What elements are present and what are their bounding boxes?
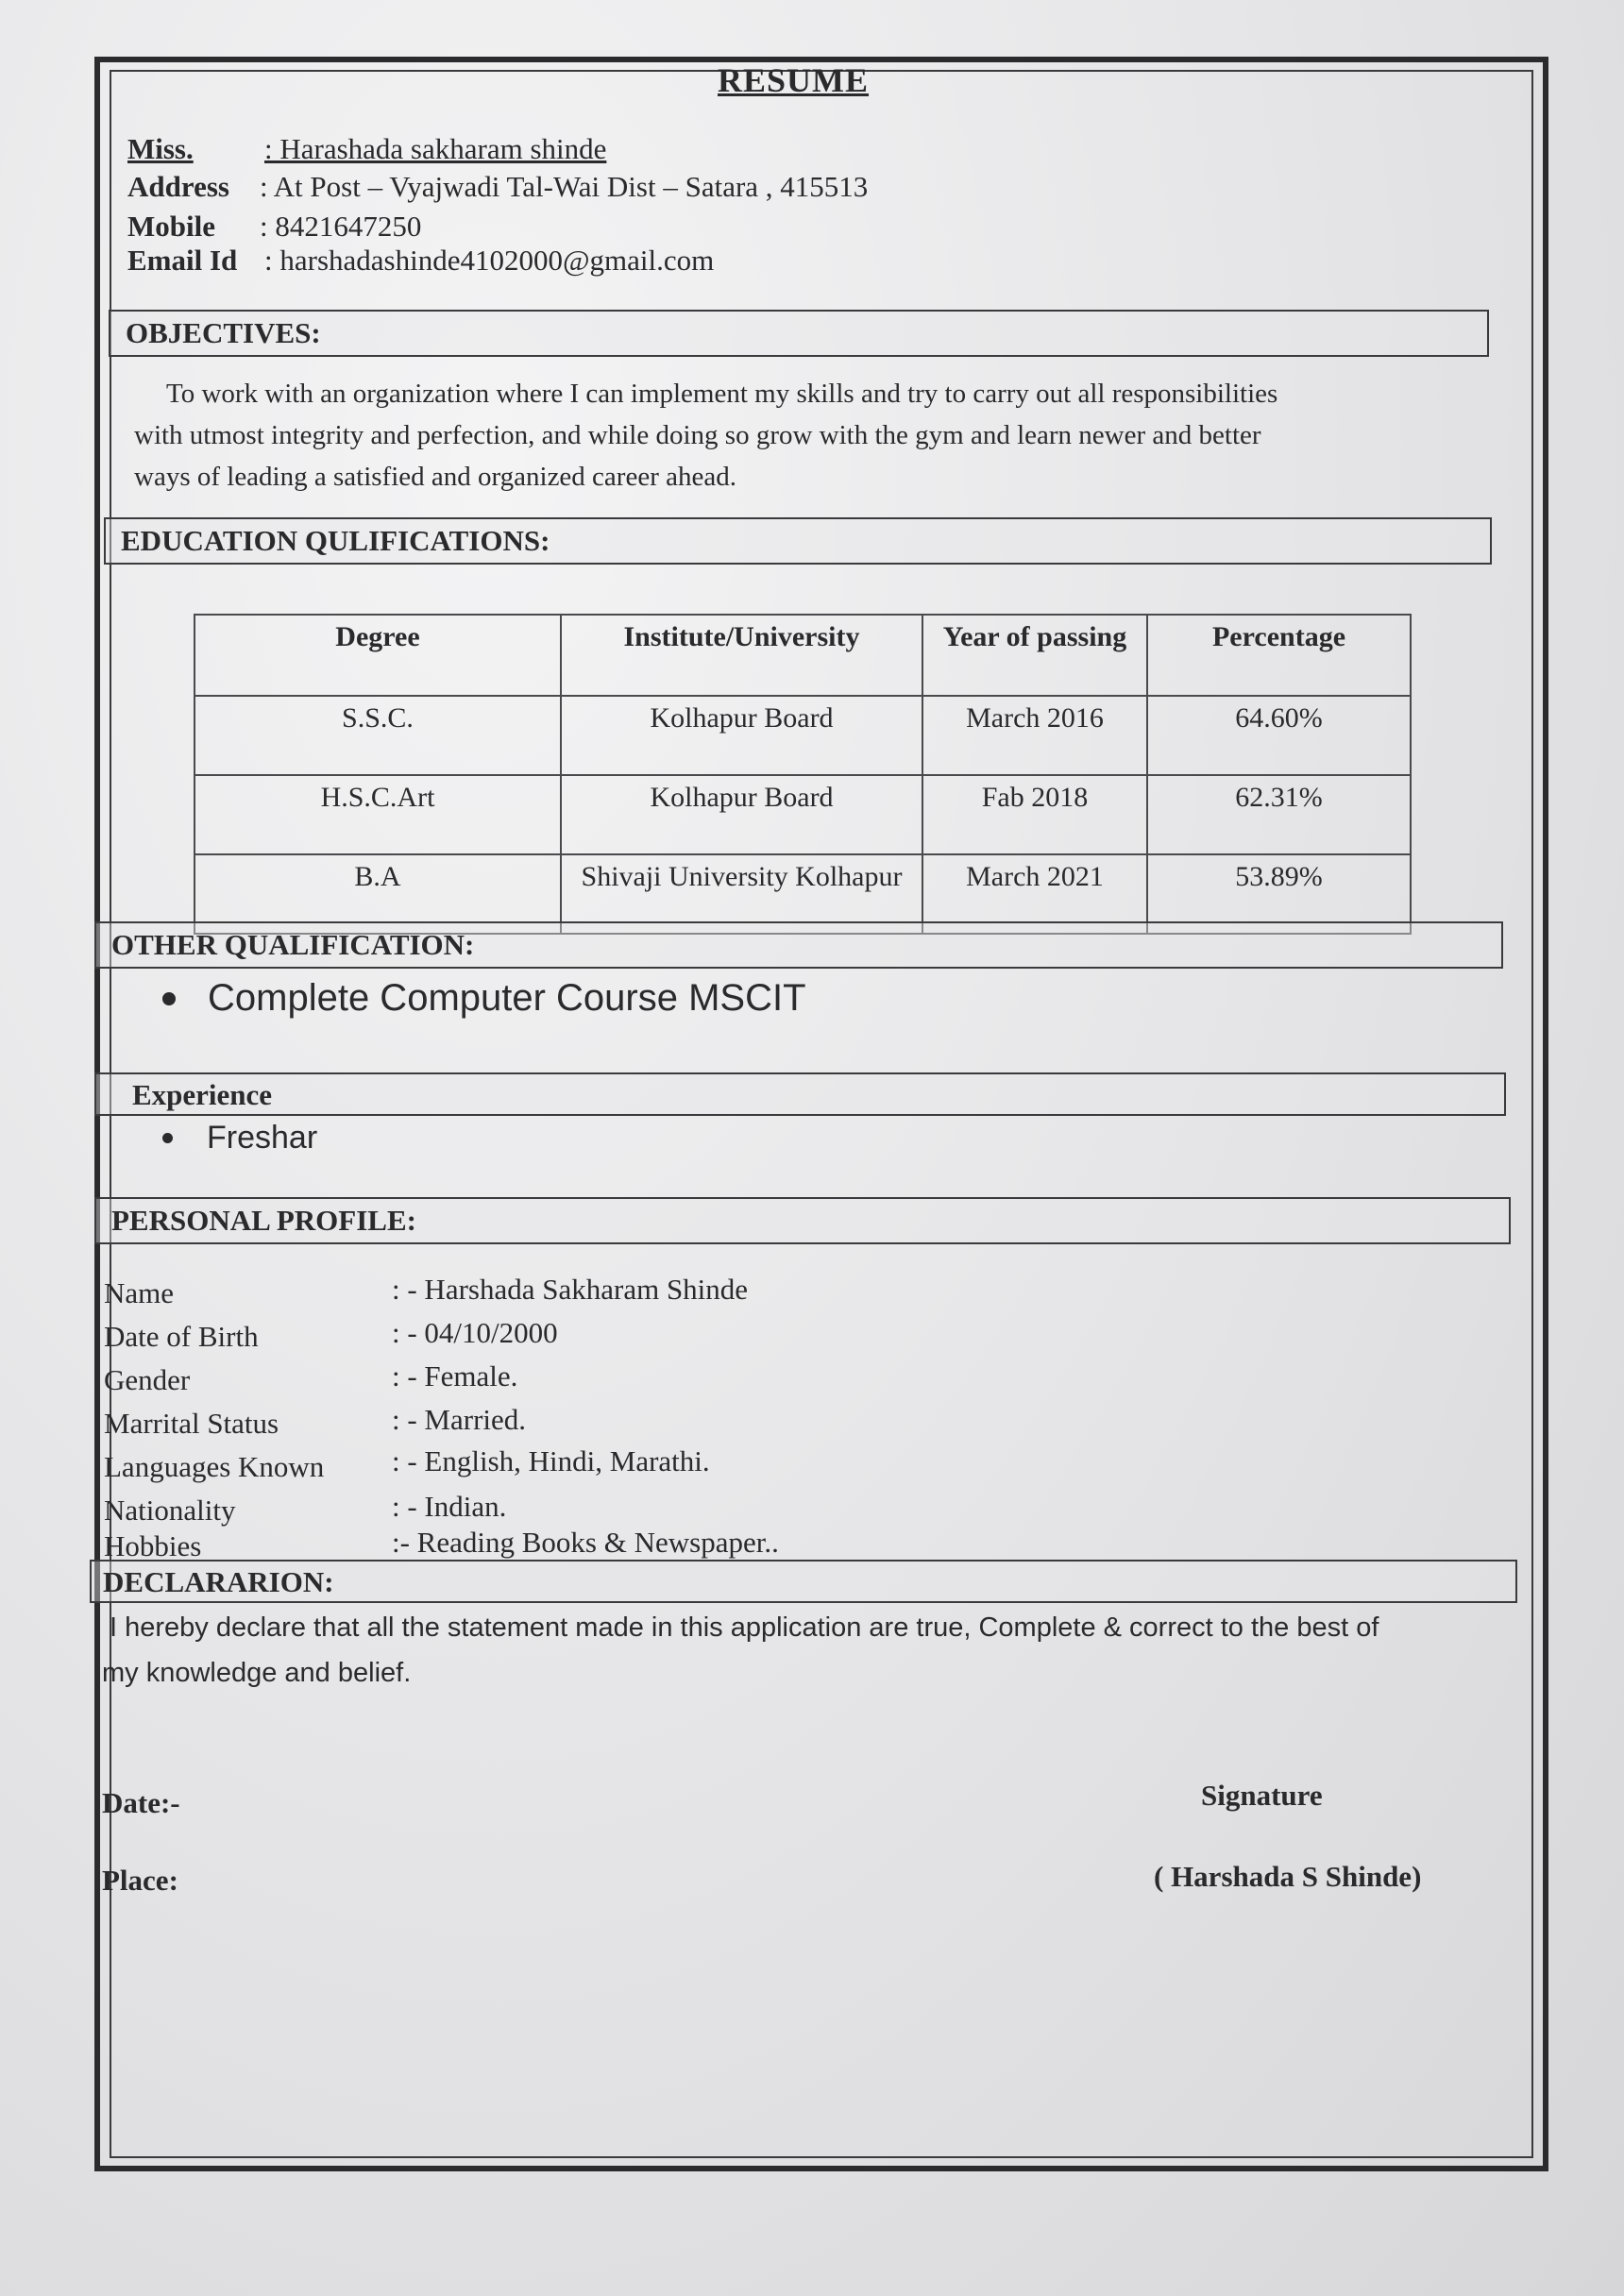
signature-label: Signature — [1201, 1779, 1323, 1812]
cell-institute: Kolhapur Board — [561, 775, 922, 854]
place-label: Place: — [102, 1864, 178, 1897]
profile-value-dob: : - 04/10/2000 — [392, 1316, 558, 1349]
email-row — [127, 244, 714, 278]
table-row — [195, 696, 1411, 775]
profile-value-hobbies: :- Reading Books & Newspaper.. — [392, 1526, 779, 1559]
bullet-icon — [162, 1133, 173, 1143]
cell-year: March 2021 — [922, 854, 1147, 934]
cell-year: March 2016 — [922, 696, 1147, 775]
date-label: Date:- — [102, 1786, 180, 1819]
declaration-line-1: I hereby declare that all the statement made in this application are true, Complete & correct to the best of — [110, 1612, 1379, 1643]
experience-item: Freshar — [207, 1120, 318, 1156]
cell-percentage: 53.89% — [1147, 854, 1411, 934]
personal-profile-heading: PERSONAL PROFILE: — [94, 1197, 1511, 1244]
cell-institute: Kolhapur Board — [561, 696, 922, 775]
declaration-heading: DECLARARION: — [90, 1560, 1517, 1603]
profile-value-marital-status: : - Married. — [392, 1403, 527, 1436]
email-label: Email Id — [127, 244, 238, 277]
declaration-text — [102, 1605, 1518, 1696]
objectives-heading: OBJECTIVES: — [109, 310, 1489, 357]
objectives-line-1: To work with an organization where I can implement my skills and try to carry out all responsibilities — [166, 379, 1278, 409]
column-header-percentage: Percentage — [1147, 615, 1411, 696]
cell-institute: Shivaji University Kolhapur — [561, 854, 922, 934]
education-heading: EDUCATION QULIFICATIONS: — [104, 517, 1492, 565]
profile-value-gender: : - Female. — [392, 1359, 518, 1393]
cell-percentage: 62.31% — [1147, 775, 1411, 854]
cell-degree: H.S.C.Art — [195, 775, 561, 854]
experience-heading: Experience — [94, 1072, 1506, 1116]
cell-percentage: 64.60% — [1147, 696, 1411, 775]
bullet-icon — [162, 992, 176, 1005]
cell-year: Fab 2018 — [922, 775, 1147, 854]
profile-label-hobbies: Hobbies — [104, 1529, 202, 1562]
miss-row — [127, 132, 606, 166]
miss-label: Miss. — [127, 132, 194, 165]
profile-value-nationality: : - Indian. — [392, 1490, 507, 1523]
education-table — [194, 614, 1412, 935]
email-value: : harshadashinde4102000@gmail.com — [264, 244, 715, 277]
profile-label-name: Name — [104, 1276, 175, 1309]
profile-value-languages: : - English, Hindi, Marathi. — [392, 1444, 710, 1477]
miss-value: : Harashada sakharam shinde — [264, 132, 607, 165]
address-label: Address — [127, 170, 229, 203]
other-qualification-heading: OTHER QUALIFICATION: — [94, 921, 1503, 969]
profile-value-name: : - Harshada Sakharam Shinde — [392, 1273, 749, 1306]
other-qualification-item: Complete Computer Course MSCIT — [208, 977, 806, 1019]
mobile-label: Mobile — [127, 210, 215, 243]
table-header-row — [195, 615, 1411, 696]
profile-label-dob: Date of Birth — [104, 1320, 259, 1353]
objectives-line-3: ways of leading a satisfied and organized career ahead. — [134, 462, 736, 492]
column-header-degree: Degree — [195, 615, 561, 696]
address-value: : At Post – Vyajwadi Tal-Wai Dist – Satara , 415513 — [260, 170, 869, 203]
profile-label-marital-status: Marrital Status — [104, 1407, 279, 1440]
cell-degree: B.A — [195, 854, 561, 934]
objectives-text — [134, 373, 1475, 498]
profile-label-gender: Gender — [104, 1363, 191, 1396]
objectives-line-2: with utmost integrity and perfection, and while doing so grow with the gym and learn newer and better — [134, 420, 1261, 450]
table-row — [195, 775, 1411, 854]
address-row — [127, 170, 868, 204]
column-header-year: Year of passing — [922, 615, 1147, 696]
column-header-institute: Institute/University — [561, 615, 922, 696]
document-title: RESUME — [718, 61, 870, 99]
mobile-row — [127, 210, 421, 244]
list-item — [162, 977, 806, 1020]
signature-name: ( Harshada S Shinde) — [1154, 1860, 1422, 1893]
mobile-value: : 8421647250 — [260, 210, 422, 243]
list-item — [162, 1120, 317, 1156]
declaration-line-2: my knowledge and belief. — [102, 1658, 412, 1688]
cell-degree: S.S.C. — [195, 696, 561, 775]
profile-label-languages: Languages Known — [104, 1450, 325, 1483]
profile-label-nationality: Nationality — [104, 1494, 236, 1527]
